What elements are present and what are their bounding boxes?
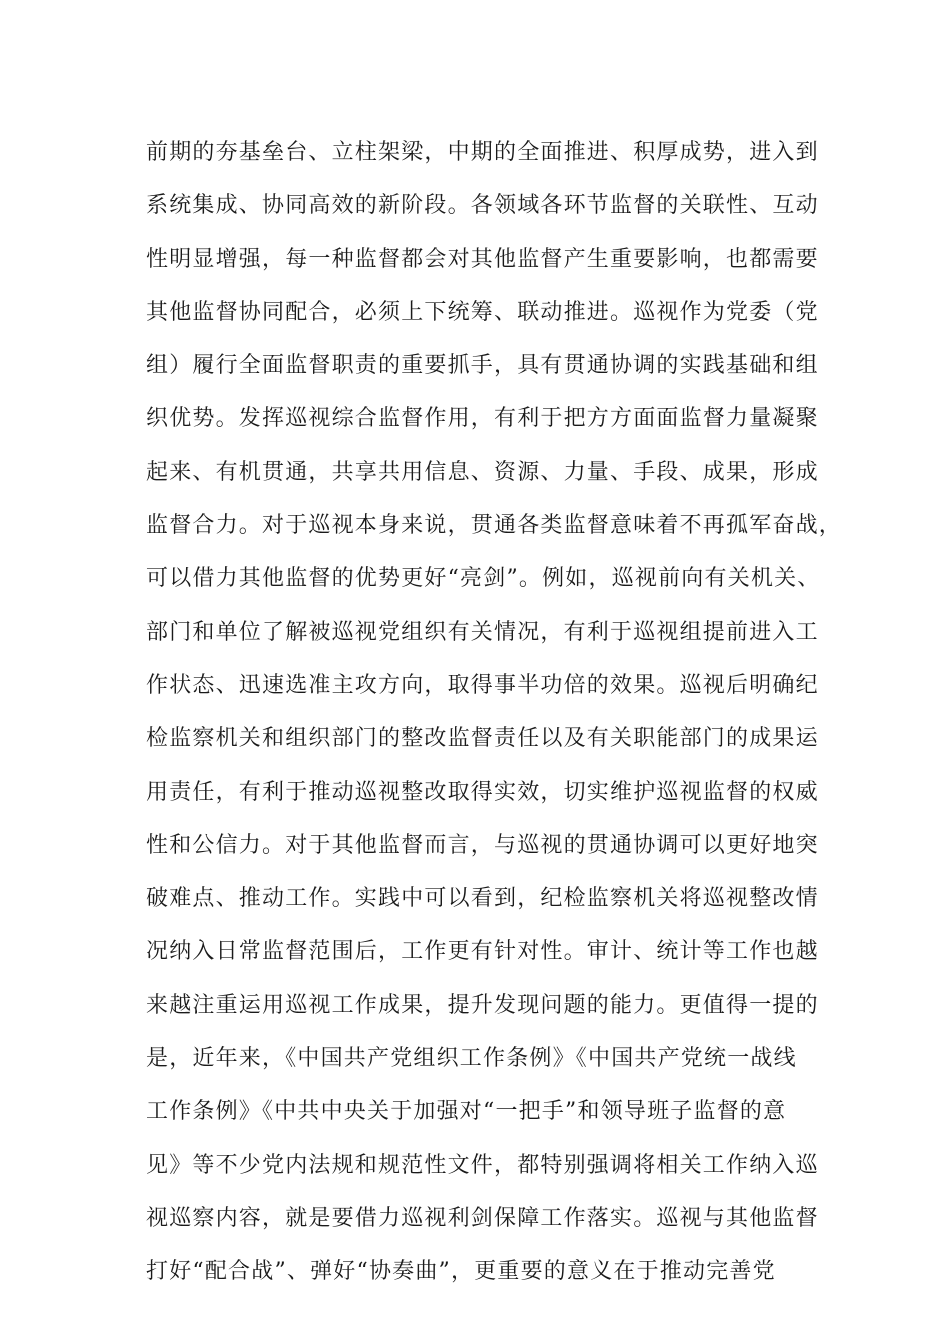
text-line: 况纳入日常监督范围后，工作更有针对性。审计、统计等工作也越 (146, 939, 819, 965)
text-line: 视巡察内容，就是要借力巡视利剑保障工作落实。巡视与其他监督 (146, 1205, 819, 1231)
text-line: 作状态、迅速选准主攻方向，取得事半功倍的效果。巡视后明确纪 (146, 672, 819, 698)
text-line: 工作条例》《中共中央关于加强对“一把手”和领导班子监督的意 (146, 1099, 787, 1125)
text-line: 部门和单位了解被巡视党组织有关情况，有利于巡视组提前进入工 (146, 619, 819, 645)
text-line: 见》等不少党内法规和规范性文件，都特别强调将相关工作纳入巡 (146, 1152, 819, 1178)
text-line: 可以借力其他监督的优势更好“亮剑”。例如，巡视前向有关机关、 (146, 566, 821, 592)
text-line: 来越注重运用巡视工作成果，提升发现问题的能力。更值得一提的 (146, 992, 819, 1018)
text-line: 前期的夯基垒台、立柱架梁，中期的全面推进、积厚成势，进入到 (146, 140, 819, 165)
text-line: 性明显增强，每一种监督都会对其他监督产生重要影响，也都需要 (146, 246, 819, 272)
text-line: 性和公信力。对于其他监督而言，与巡视的贯通协调可以更好地突 (146, 832, 819, 858)
text-line: 其他监督协同配合，必须上下统筹、联动推进。巡视作为党委（党 (146, 299, 819, 325)
text-line: 是，近年来，《中国共产党组织工作条例》《中国共产党统一战线 (146, 1046, 797, 1072)
text-line: 用责任，有利于推动巡视整改取得实效，切实维护巡视监督的权威 (146, 779, 819, 805)
body-paragraph (146, 133, 843, 1306)
text-line: 检监察机关和组织部门的整改监督责任以及有关职能部门的成果运 (146, 726, 819, 752)
text-line: 打好“配合战”、弹好“协奏曲”，更重要的意义在于推动完善党 (146, 1259, 776, 1285)
text-line: 破难点、推动工作。实践中可以看到，纪检监察机关将巡视整改情 (146, 886, 819, 912)
text-line: 起来、有机贯通，共享共用信息、资源、力量、手段、成果，形成 (146, 459, 819, 485)
text-line: 组）履行全面监督职责的重要抓手，具有贯通协调的实践基础和组 (146, 353, 819, 379)
text-line: 系统集成、协同高效的新阶段。各领域各环节监督的关联性、互动 (146, 193, 819, 219)
text-line: 监督合力。对于巡视本身来说，贯通各类监督意味着不再孤军奋战， (146, 513, 843, 539)
text-line: 织优势。发挥巡视综合监督作用，有利于把方方面面监督力量凝聚 (146, 406, 819, 432)
